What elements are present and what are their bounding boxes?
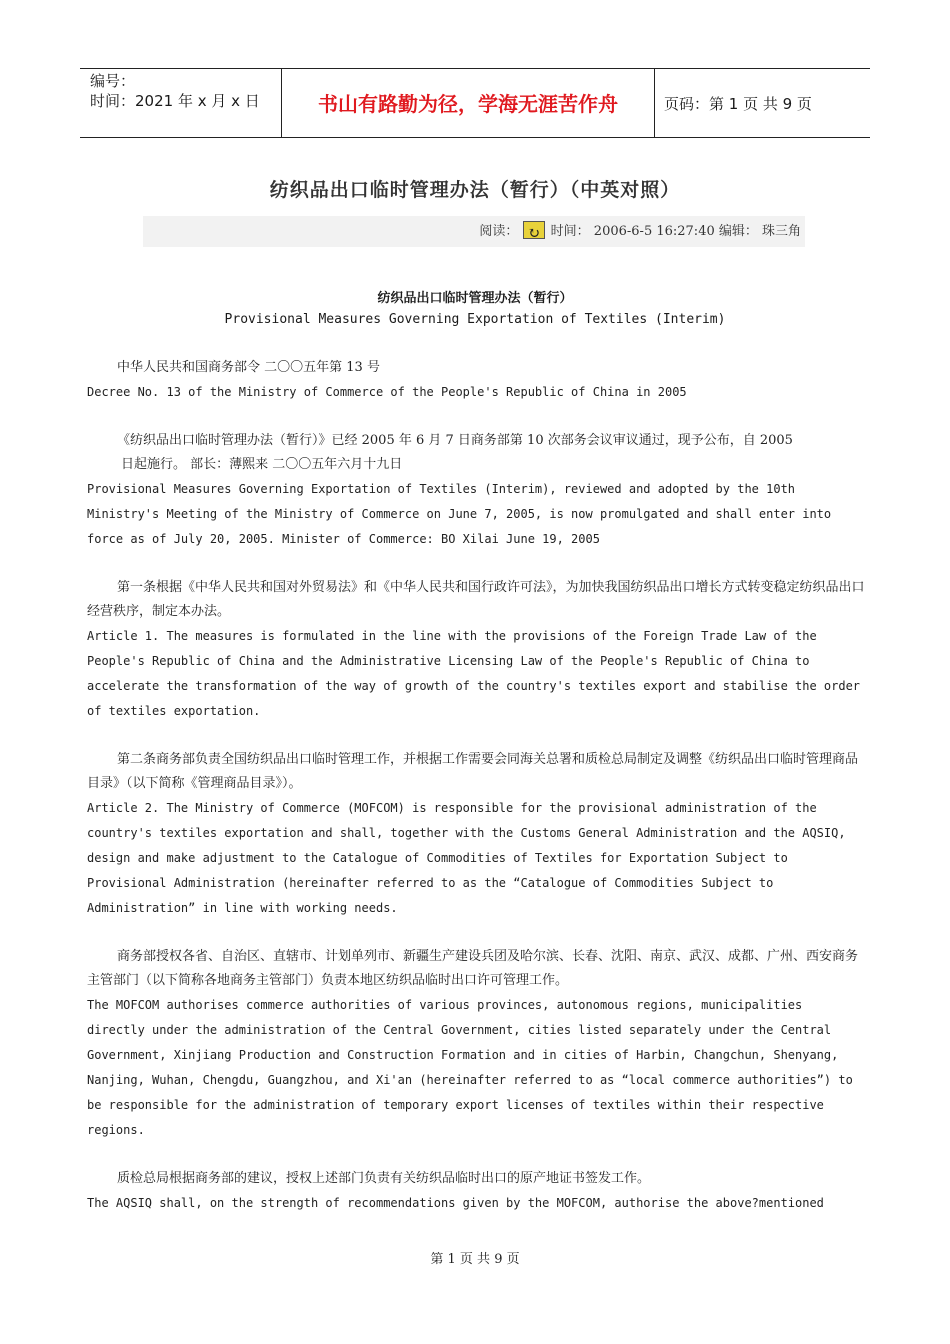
article-meta-bar xyxy=(143,216,805,247)
page-footer: 第 1 页 共 9 页 xyxy=(430,1252,520,1267)
reads-label: 阅读： xyxy=(479,224,519,239)
aqsiq-zh: 质检总局根据商务部的建议，授权上述部门负责有关纺织品临时出口的原产地证书签发工作。 xyxy=(117,1171,651,1186)
date-label: 时间：2021 年 x 月 x 日 xyxy=(90,92,260,110)
header-motto: 书山有路勤为径，学海无涯苦作舟 xyxy=(318,92,618,116)
authorisation-en: The MOFCOM authorises commerce authorities of various provinces, autonomous regions, municipalities directly under the administration of the Central Government, cities listed separately under the Central Government, Xinjiang Production and Construction Formation and in cities of Harbin, Changchun, Shenyang, Nanjing, Wuhan, Chengdu, Guangzhou, and Xi'an (hereinafter referred to as “local commerce authorities”) to be responsible for the administration of temporary export licenses of textiles within their respective regions. xyxy=(87,998,853,1137)
announcement-zh-line2: 日起施行。 部长：薄熙来 二〇〇五年六月十九日 xyxy=(121,457,403,472)
refresh-icon xyxy=(523,221,545,239)
article2-en: Article 2. The Ministry of Commerce (MOFCOM) is responsible for the provisional administration of the country's textiles exportation and shall, together with the Customs General Administration and the AQSIQ, design and make adjustment to the Catalogue of Commodities of Textiles for Exportation Subject to Provisional Administration (hereinafter referred to as the “Catalogue of Commodities Subject to Administration” in line with working needs. xyxy=(87,801,846,915)
decree-en: Decree No. 13 of the Ministry of Commerce of the People's Republic of China in 2005 xyxy=(87,385,687,399)
document-title: 纺织品出口临时管理办法（暂行）（中英对照） xyxy=(269,179,681,201)
aqsiq-en: The AQSIQ shall, on the strength of recommendations given by the MOFCOM, authorise the above?mentioned xyxy=(87,1196,824,1210)
announcement-en: Provisional Measures Governing Exportation of Textiles (Interim), reviewed and adopted by the 10th Ministry's Meeting of the Ministry of Commerce on June 7, 2005, is now promulgated and shall enter into force as of July 20, 2005. Minister of Commerce: BO Xilai June 19, 2005 xyxy=(87,482,832,546)
article2-zh: 第二条商务部负责全国纺织品出口临时管理工作，并根据工作需要会同海关总署和质检总局制定及调整《纺织品出口临时管理商品目录》（以下简称《管理商品目录》）。 xyxy=(87,752,859,791)
announcement-zh-line1: 《纺织品出口临时管理办法（暂行）》已经 2005 年 6 月 7 日商务部第 10 次部务会议审议通过，现予公布，自 2005 xyxy=(117,433,793,448)
meta-time-editor: 时间： 2006-6-5 16:27:40 编辑： 珠三角 xyxy=(550,224,801,239)
header-page-info: 页码：第 1 页 共 9 页 xyxy=(664,95,812,113)
page-header xyxy=(80,68,870,138)
article1-en: Article 1. The measures is formulated in the line with the provisions of the Foreign Trade Law of the People's Republic of China and the Administrative Licensing Law of the People's Republic of China to accelerate the transformation of the way of growth of the country's textiles export and stabilise the order of textiles exportation. xyxy=(87,629,861,718)
subtitle-zh: 纺织品出口临时管理办法（暂行） xyxy=(377,291,573,306)
authorisation-zh: 商务部授权各省、自治区、直辖市、计划单列市、新疆生产建设兵团及哈尔滨、长春、沈阳、南京、武汉、成都、广州、西安商务主管部门（以下简称各地商务主管部门）负责本地区纺织品临时出口许可管理工作。 xyxy=(87,949,859,988)
decree-zh: 中华人民共和国商务部令 二〇〇五年第 13 号 xyxy=(117,360,380,375)
article1-zh: 第一条根据《中华人民共和国对外贸易法》和《中华人民共和国行政许可法》，为加快我国纺织品出口增长方式转变稳定纺织品出口经营秩序，制定本办法。 xyxy=(87,580,865,619)
document-body xyxy=(87,356,865,1216)
serial-label: 编号： xyxy=(90,72,136,90)
header-divider xyxy=(654,69,655,137)
subtitle-en: Provisional Measures Governing Exportation of Textiles (Interim) xyxy=(224,312,726,327)
header-left-cell xyxy=(90,71,280,111)
